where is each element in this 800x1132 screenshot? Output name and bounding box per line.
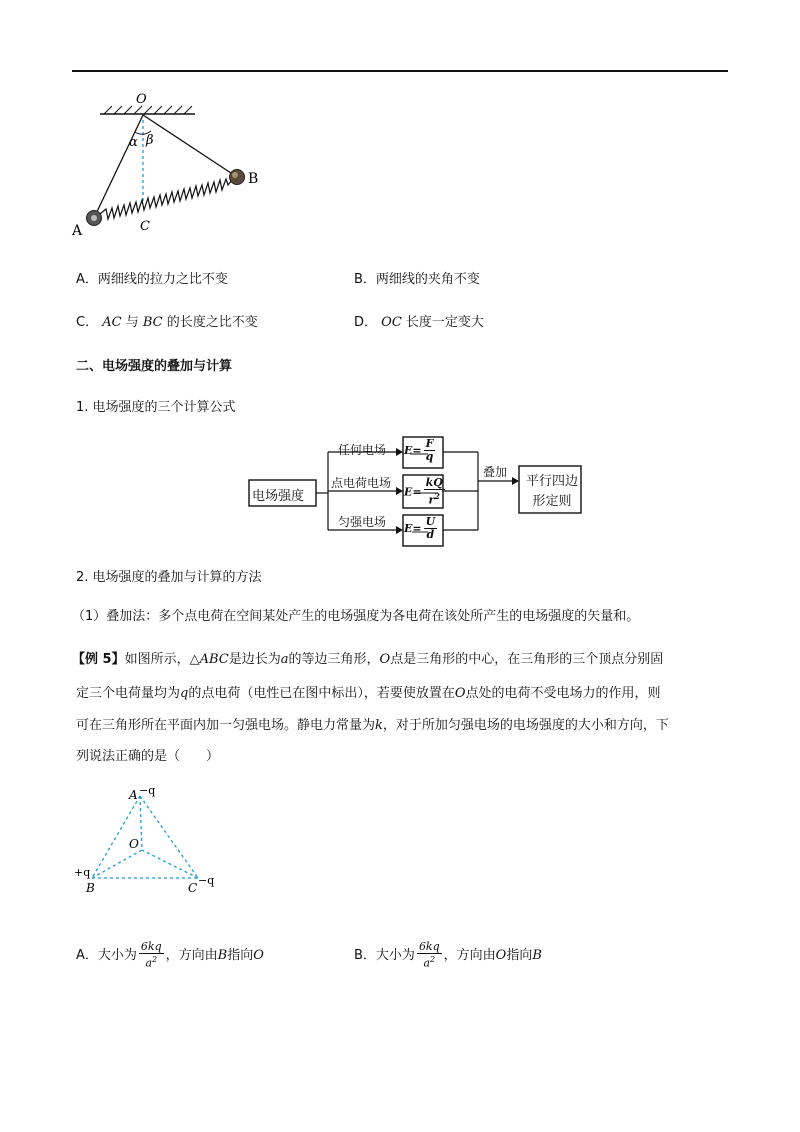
- label-A: A: [129, 788, 138, 802]
- section-heading: 二、电场强度的叠加与计算: [76, 359, 233, 374]
- pendulum-spring-figure: [70, 88, 280, 238]
- subheading-formulas: 1. 电场强度的三个计算公式: [76, 400, 236, 415]
- label-alpha: α: [129, 135, 138, 150]
- q1-option-c[interactable]: C． AC 与 BC 的长度之比不变: [76, 315, 258, 330]
- flow-root-label: 电场强度: [252, 489, 305, 504]
- ball-A-highlight: [91, 215, 97, 221]
- flow-branch-any-field: 任何电场: [338, 443, 387, 457]
- q5-option-b[interactable]: B．大小为 $\frac{6kq}{a^2}$ ，方向由O指向B: [354, 940, 542, 970]
- formula-3: E= $\frac{U}{d}$: [404, 515, 436, 541]
- formula-2: E= $\frac{kQ}{r^2}$: [404, 476, 443, 507]
- q1-option-b[interactable]: B．两细线的夹角不变: [354, 272, 480, 287]
- label-beta: β: [146, 133, 154, 148]
- example5-line2: 定三个电荷量均为q的点电荷（电性已在图中标出），若要使放置在O点处的电荷不受电场力的作用，则: [76, 686, 661, 701]
- charge-C: −q: [198, 874, 215, 887]
- label-B: B: [248, 171, 259, 187]
- flow-merge-label: 叠加: [483, 465, 508, 479]
- top-rule: [72, 70, 728, 72]
- superposition-text: （1）叠加法：多个点电荷在空间某处产生的电场强度为各电荷在该处所产生的电场强度的矢量和。: [72, 609, 640, 624]
- ball-B-highlight: [232, 172, 238, 178]
- q1-option-a[interactable]: A．两细线的拉力之比不变: [76, 272, 228, 287]
- flow-branch-uniform-field: 匀强电场: [338, 515, 387, 529]
- line-AO: [140, 796, 142, 850]
- label-C: C: [188, 881, 198, 895]
- example5-line1: 【例 5】如图所示，△ABC是边长为a的等边三角形，O点是三角形的中心，在三角形的三个顶点分别固: [72, 652, 664, 667]
- charge-A: −q: [139, 784, 156, 797]
- label-A: A: [72, 223, 83, 238]
- charge-B: +q: [74, 866, 91, 879]
- example5-line4: 列说法正确的是（ ）: [76, 749, 220, 764]
- flow-branch-point-charge: 点电荷电场: [331, 476, 392, 490]
- q5-option-a[interactable]: A．大小为 $\frac{6kq}{a^2}$ ，方向由B指向O: [76, 940, 264, 970]
- formula-1: E= $\frac{F}{q}$: [404, 437, 434, 463]
- label-O: O: [136, 92, 147, 107]
- example5-line3: 可在三角形所在平面内加一匀强电场。静电力常量为k，对于所加匀强电场的电场强度的大小和方向，下: [76, 718, 669, 733]
- flow-result: 平行四边 形定则: [525, 474, 578, 509]
- subheading-methods: 2. 电场强度的叠加与计算的方法: [76, 570, 262, 585]
- spring-AB: [100, 179, 232, 219]
- q1-option-d[interactable]: D． OC 长度一定变大: [354, 315, 484, 330]
- ceiling-hatch: [104, 106, 192, 114]
- edge-AC: [140, 796, 198, 878]
- string-OB: [143, 115, 237, 177]
- label-O: O: [129, 837, 139, 851]
- triangle-charge-figure: [70, 780, 230, 900]
- label-C: C: [140, 219, 150, 234]
- line-CO: [142, 850, 198, 878]
- label-B: B: [86, 881, 95, 895]
